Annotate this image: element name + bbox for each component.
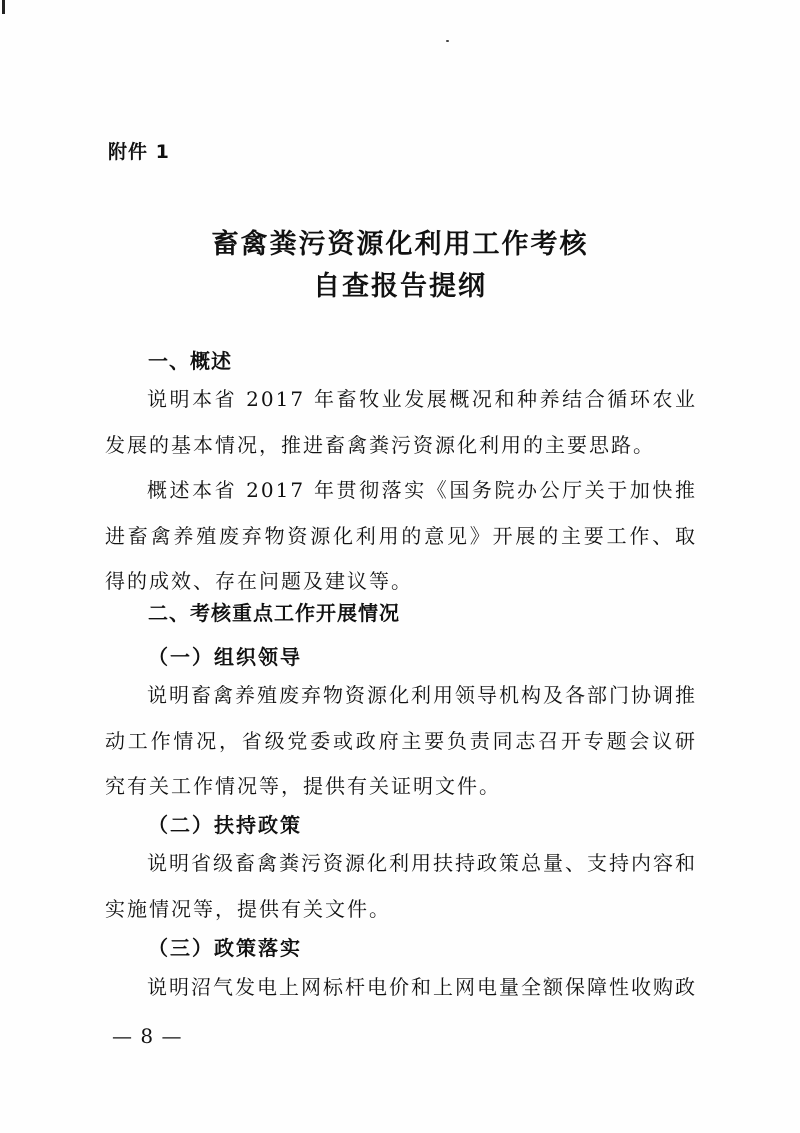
document-title-line-1: 畜禽粪污资源化利用工作考核 <box>211 229 589 260</box>
subsection-1-heading: （一）组织领导 <box>148 645 302 669</box>
document-title-line-2: 自查报告提纲 <box>313 271 487 302</box>
section-1-heading: 一、概述 <box>148 349 232 373</box>
subsection-1-paragraph: 说明畜禽养殖废弃物资源化利用领导机构及各部门协调推动工作情况，省级党委或政府主要负责同志召开专题会议研究有关工作情况等，提供有关证明文件。 <box>105 683 697 798</box>
subsection-3-heading: （三）政策落实 <box>148 936 302 960</box>
subsection-3-paragraph: 说明沼气发电上网标杆电价和上网电量全额保障性收购政 <box>147 975 697 999</box>
scan-speck <box>446 40 449 42</box>
section-1-paragraph-1: 说明本省 2017 年畜牧业发展概况和种养结合循环农业发展的基本情况，推进畜禽粪污资源化利用的主要思路。 <box>105 387 697 457</box>
scan-edge-mark <box>2 0 5 14</box>
section-1-paragraph-2: 概述本省 2017 年贯彻落实《国务院办公厅关于加快推进畜禽养殖废弃物资源化利用的意见》开展的主要工作、取得的成效、存在问题及建议等。 <box>105 478 697 593</box>
subsection-2-paragraph: 说明省级畜禽粪污资源化利用扶持政策总量、支持内容和实施情况等，提供有关文件。 <box>105 851 697 921</box>
attachment-label: 附件 1 <box>108 141 170 163</box>
page-number: — 8 — <box>112 1024 183 1048</box>
section-2-heading: 二、考核重点工作开展情况 <box>148 601 400 625</box>
subsection-2-heading: （二）扶持政策 <box>148 813 302 837</box>
